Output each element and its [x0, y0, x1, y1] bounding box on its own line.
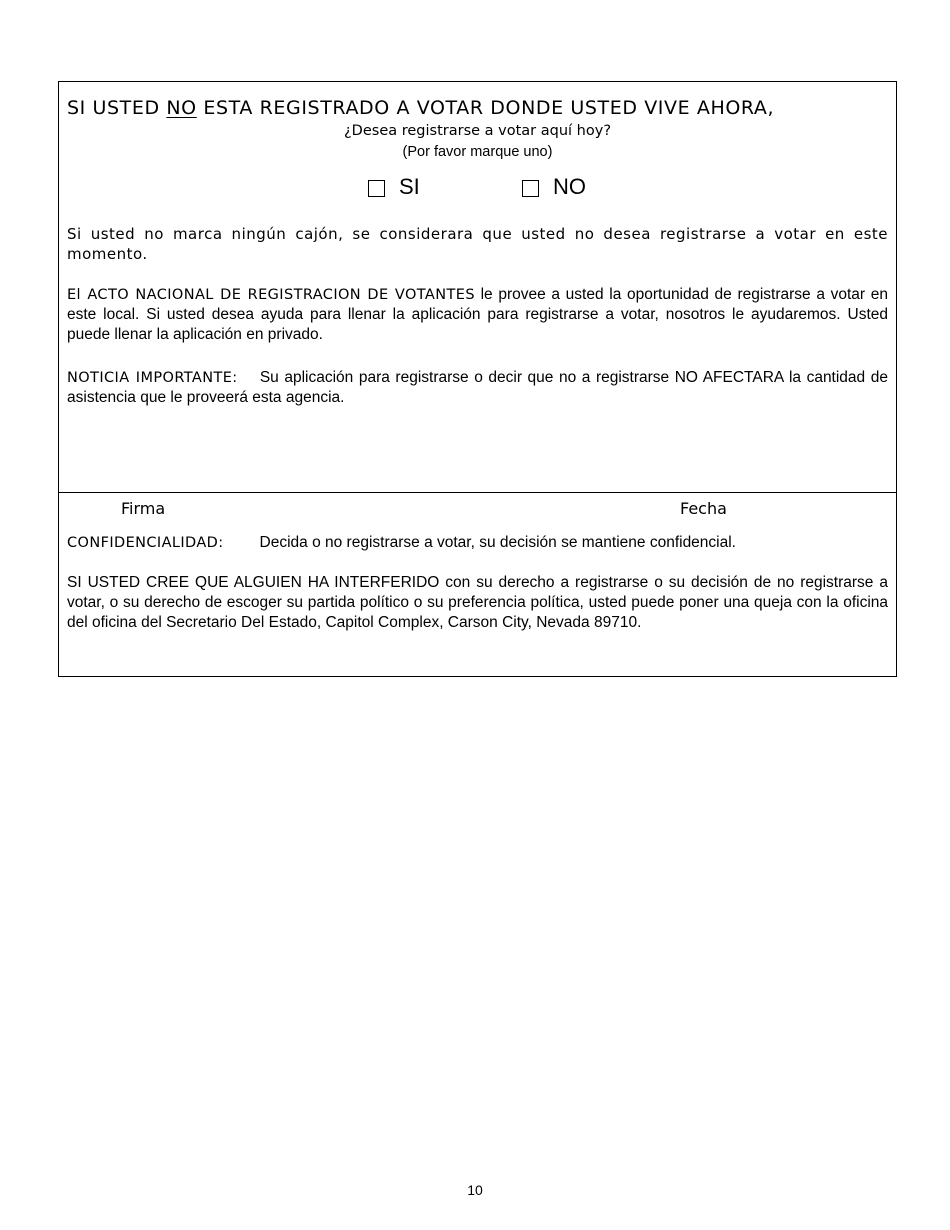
- mark-one-instruction: (Por favor marque uno): [402, 144, 553, 160]
- important-text: Su aplicación para registrarse o decir que no a registrarse NO AFECTARA la cantidad de asistencia que le proveerá esta agencia.: [67, 369, 888, 406]
- voter-act-paragraph: [67, 285, 888, 345]
- act-label: El ACTO NACIONAL DE REGISTRACION DE VOTANTES: [67, 287, 475, 303]
- date-label: Fecha: [680, 499, 727, 518]
- complaint-paragraph: SI USTED CREE QUE ALGUIEN HA INTERFERIDO con su derecho a registrarse o su decisión de no registrarse a votar, o su derecho de escoger su partida político o su preferencia política, usted puede poner una queja con la oficina del oficina del Secretario Del Estado, Capitol Complex, Carson City, Nevada 89710.: [67, 574, 888, 631]
- option-no[interactable]: [522, 174, 586, 200]
- option-yes[interactable]: [368, 174, 420, 200]
- heading-emphasis-no: NO: [166, 97, 197, 119]
- confidentiality-label: CONFIDENCIALIDAD:: [67, 535, 224, 551]
- page-number: 10: [467, 1182, 483, 1198]
- form-heading: [67, 97, 888, 119]
- important-label: NOTICIA IMPORTANTE:: [67, 370, 238, 386]
- registration-question: ¿Desea registrarse a votar aquí hoy?: [343, 123, 612, 139]
- yes-checkbox[interactable]: [368, 180, 385, 197]
- heading-text-end: ESTA REGISTRADO A VOTAR DONDE USTED VIVE AHORA,: [196, 97, 775, 119]
- signature-section: [59, 493, 896, 676]
- yes-label: SI: [399, 174, 420, 199]
- registration-question-section: [59, 82, 896, 493]
- confidentiality-paragraph: [67, 533, 888, 553]
- voter-registration-form: [58, 81, 897, 677]
- signature-label: Firma: [121, 499, 166, 518]
- no-label: NO: [553, 174, 586, 199]
- confidentiality-text: Decida o no registrarse a votar, su decisión se mantiene confidencial.: [259, 534, 736, 551]
- no-checkbox[interactable]: [522, 180, 539, 197]
- no-selection-notice: Si usted no marca ningún cajón, se considerara que usted no desea registrarse a votar en este momento.: [67, 225, 888, 263]
- important-notice-paragraph: [67, 368, 888, 408]
- act-text: le provee a usted la oportunidad de registrarse a votar en este local. Si usted desea ayuda para llenar la aplicación para registrarse a votar, nosotros le ayudaremos. Usted puede llenar la aplicación en privado.: [67, 286, 888, 343]
- heading-text-start: SI USTED: [67, 97, 167, 119]
